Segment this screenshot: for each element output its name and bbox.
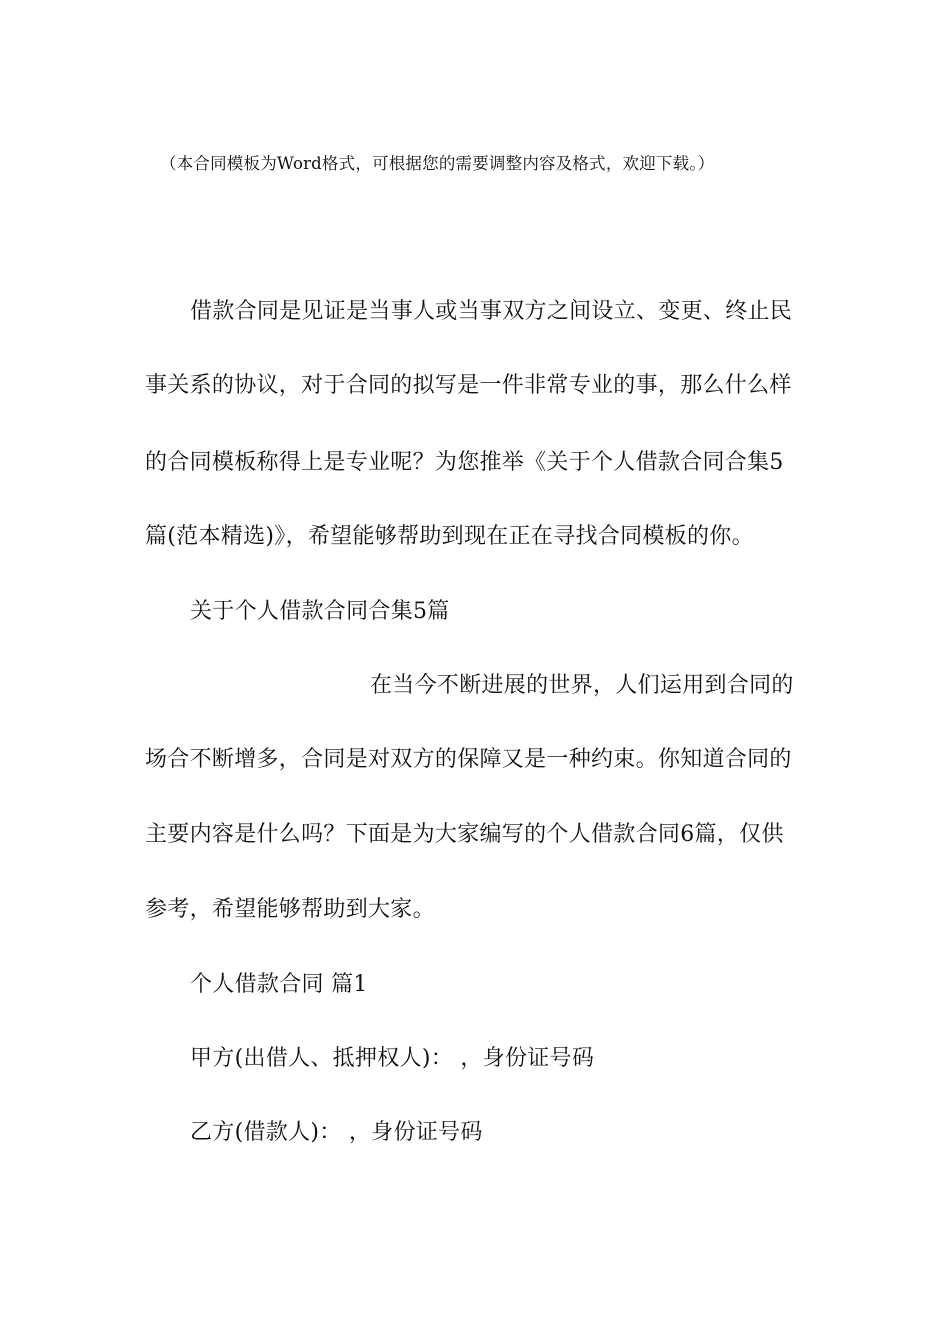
- article-heading: 个人借款合同 篇1: [190, 972, 368, 997]
- party-b-line: 乙方(借款人)： ，身份证号码: [190, 1120, 483, 1145]
- intro-line-4: 篇(范本精选)》，希望能够帮助到现在正在寻找合同模板的你。: [145, 524, 754, 549]
- intro-line-2: 事关系的协议，对于合同的拟写是一件非常专业的事，那么什么样: [145, 373, 792, 398]
- preface-line-1: 在当今不断进展的世界，人们运用到合同的: [370, 673, 794, 698]
- intro-line-1: 借款合同是见证是当事人或当事双方之间设立、变更、终止民: [190, 299, 793, 324]
- preface-line-2: 场合不断增多，合同是对双方的保障又是一种约束。你知道合同的: [145, 747, 792, 772]
- collection-title: 关于个人借款合同合集5篇: [190, 599, 450, 624]
- intro-line-3: 的合同模板称得上是专业呢？为您推举《关于个人借款合同合集5: [145, 450, 784, 475]
- preface-line-3: 主要内容是什么吗？下面是为大家编写的个人借款合同6篇，仅供: [145, 822, 784, 847]
- party-a-line: 甲方(出借人、抵押权人)： ，身份证号码: [190, 1046, 595, 1071]
- preface-line-4: 参考，希望能够帮助到大家。: [145, 897, 435, 922]
- template-note: （本合同模板为Word格式，可根据您的需要调整内容及格式，欢迎下载。）: [160, 154, 715, 173]
